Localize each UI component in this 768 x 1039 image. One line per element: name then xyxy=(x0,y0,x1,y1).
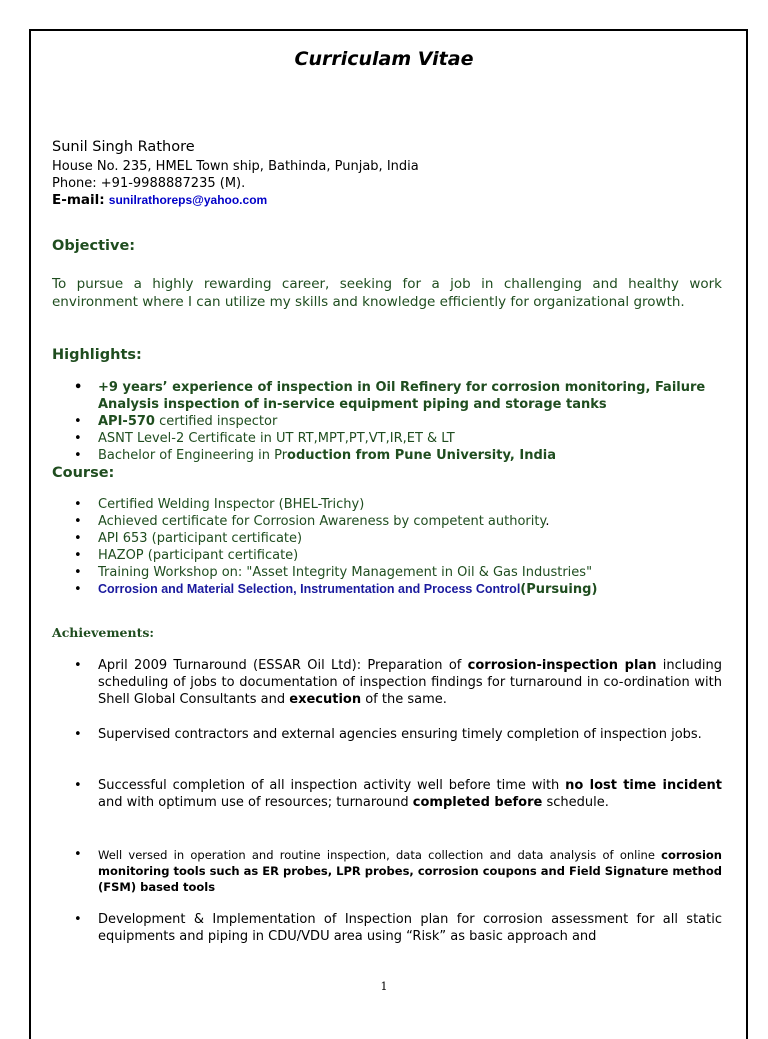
course-item xyxy=(52,581,722,598)
course-text: Training Workshop on: "Asset Integrity Management in Oil & Gas Industries" xyxy=(98,565,593,580)
achievement-text: schedule. xyxy=(542,795,609,810)
achievement-item xyxy=(52,657,722,708)
highlight-text: ASNT Level-2 Certificate in UT RT,MPT,PT,VT,IR,ET & LT xyxy=(98,431,455,446)
highlights-list xyxy=(52,379,722,464)
highlight-text: +9 years’ experience of inspection in Oil Refinery for corrosion monitoring, Failure Analysis inspection of in-service equipment piping and storage tanks xyxy=(98,380,706,412)
phone-line: Phone: +91-9988887235 (M). xyxy=(52,176,246,191)
highlight-text: Bachelor of Engineering in Pr xyxy=(98,448,288,463)
highlight-item xyxy=(52,430,722,447)
address-line: House No. 235, HMEL Town ship, Bathinda, Punjab, India xyxy=(52,159,419,174)
achievement-bold: completed before xyxy=(412,795,543,810)
achievement-text: Development & Implementation of Inspection plan for corrosion assessment for all static equipments and piping in CDU/VDU area using “Risk” as basic approach and xyxy=(98,912,722,944)
highlight-bold: oduction from Pune University, India xyxy=(287,448,557,463)
achievement-text: Well versed in operation and routine inspection, data collection and data analysis of online xyxy=(98,848,662,862)
course-item xyxy=(52,564,722,581)
page-number: 1 xyxy=(380,980,388,993)
course-item xyxy=(52,513,722,530)
achievement-text: including scheduling of jobs to documentation of inspection findings for turnaround in co-ordination with Shell Global Consultants and xyxy=(98,658,722,707)
highlight-item xyxy=(52,447,722,464)
course-text: (Pursuing) xyxy=(520,582,598,597)
achievement-item xyxy=(52,847,722,895)
course-text: Certified Welding Inspector (BHEL-Trichy) xyxy=(98,497,365,512)
course-text: Achieved certificate for Corrosion Awareness by competent authority xyxy=(98,514,546,529)
achievements-list xyxy=(52,777,722,811)
objective-heading: Objective: xyxy=(52,238,136,254)
achievement-item xyxy=(52,777,722,811)
course-item xyxy=(52,530,722,547)
achievements-list xyxy=(52,911,722,945)
course-text: HAZOP (participant certificate) xyxy=(98,548,299,563)
achievement-item xyxy=(52,726,722,743)
document-title: Curriculam Vitae xyxy=(294,48,474,70)
course-text: . xyxy=(545,514,550,529)
course-heading: Course: xyxy=(52,465,115,481)
achievement-text: Supervised contractors and external agencies ensuring timely completion of inspection jobs. xyxy=(98,727,702,742)
email-line xyxy=(52,192,722,209)
achievement-item xyxy=(52,911,722,945)
achievements-list xyxy=(52,657,722,708)
highlight-item xyxy=(52,379,722,413)
email-label: E-mail: xyxy=(52,192,105,208)
achievement-bold: corrosion-inspection plan xyxy=(467,658,657,673)
achievements-heading: Achievements: xyxy=(52,625,155,640)
achievement-text: and with optimum use of resources; turnaround xyxy=(98,795,413,810)
achievement-bold: no lost time incident xyxy=(565,778,722,793)
achievement-text: Successful completion of all inspection activity well before time with xyxy=(98,778,566,793)
highlight-bold: API-570 xyxy=(98,414,155,429)
course-item xyxy=(52,496,722,513)
achievements-list xyxy=(52,726,722,743)
candidate-name: Sunil Singh Rathore xyxy=(52,139,195,155)
course-blue-text: Corrosion and Material Selection, Instrumentation and Process Control xyxy=(98,582,521,596)
email-link[interactable]: sunilrathoreps@yahoo.com xyxy=(108,193,268,207)
achievements-list xyxy=(52,847,722,895)
achievement-bold: corrosion monitoring tools such as ER probes, LPR probes, corrosion coupons and Field Signature method (FSM) based tools xyxy=(98,848,722,894)
achievement-text: April 2009 Turnaround (ESSAR Oil Ltd): Preparation of xyxy=(98,658,468,673)
highlights-heading: Highlights: xyxy=(52,347,142,363)
course-item xyxy=(52,547,722,564)
highlight-item xyxy=(52,413,722,430)
achievement-bold: execution xyxy=(289,692,362,707)
course-text: API 653 (participant certificate) xyxy=(98,531,303,546)
highlight-text: certified inspector xyxy=(154,414,278,429)
achievement-text: of the same. xyxy=(361,692,447,707)
objective-text: To pursue a highly rewarding career, seeking for a job in challenging and healthy work environment where I can utilize my skills and knowledge efficiently for organizational growth. xyxy=(52,276,722,310)
course-list xyxy=(52,496,722,598)
